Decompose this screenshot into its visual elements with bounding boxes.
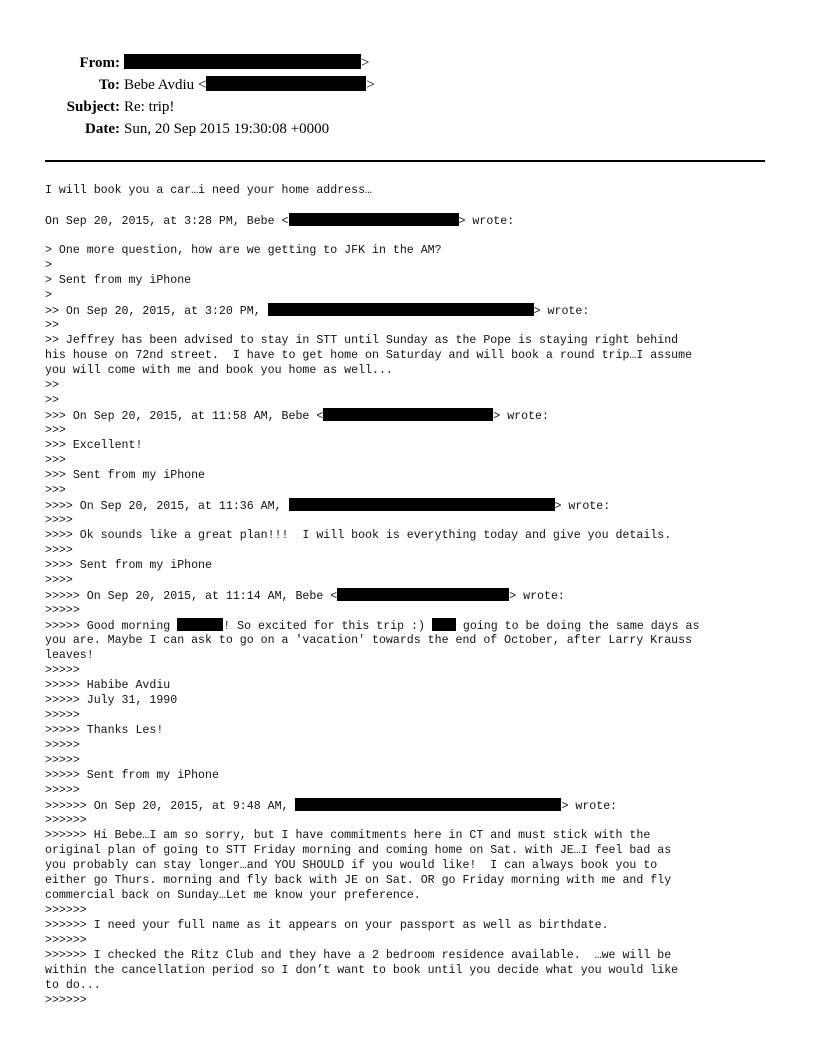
body-line [45,513,775,528]
body-text: his house on 72nd street. I have to get home on Saturday and will book a round trip…I assume [45,349,693,362]
body-line [45,693,775,708]
body-line [45,618,775,633]
body-text: >>>> [45,544,73,557]
body-line [45,273,775,288]
body-line [45,948,775,963]
body-line [45,573,775,588]
from-label: From: [79,55,120,71]
redaction-bar [177,618,223,631]
body-text: >>>>>> [45,904,87,917]
body-text: >>>> [45,514,73,527]
body-text: > [45,289,52,302]
body-text: >>>>>> Hi Bebe…I am so sorry, but I have commitments here in CT and must stick with the [45,829,651,842]
body-text: to do... [45,979,101,992]
body-line [45,633,775,648]
body-text: you are. Maybe I can ask to go on a 'vacation' towards the end of October, after Larry Krauss [45,634,693,647]
body-line [45,213,775,228]
body-line [45,318,775,333]
body-line [45,678,775,693]
body-line [45,828,775,843]
body-text: >>>>>> [45,934,87,947]
body-text: >> On Sep 20, 2015, at 3:20 PM, [45,305,268,318]
body-line [45,558,775,573]
body-text: >>> [45,484,66,497]
body-line [45,873,775,888]
body-text: >>>>> Habibe Avdiu [45,679,171,692]
body-text: >> [45,319,59,332]
from-value [124,52,369,74]
body-line [45,498,775,513]
body-text: > wrote: [509,590,565,603]
body-text: >> Jeffrey has been advised to stay in STT until Sunday as the Pope is staying right behind [45,334,679,347]
body-text: >>>>> [45,604,80,617]
body-line [45,588,775,603]
body-text: >>>>> [45,754,80,767]
body-text: >>> Excellent! [45,439,143,452]
body-line [45,423,775,438]
body-text: >>>> [45,574,73,587]
body-text: >>>>> July 31, 1990 [45,694,178,707]
body-line [45,393,775,408]
email-body [45,183,775,1008]
body-text: >>>>> [45,664,80,677]
body-text: >>>>> On Sep 20, 2015, at 11:14 AM, Bebe < [45,590,338,603]
body-line [45,198,775,213]
body-text: >>>> Sent from my iPhone [45,559,212,572]
body-text: I will book you a car…i need your home address… [45,184,372,197]
body-line [45,453,775,468]
body-line [45,813,775,828]
subject-row [0,96,816,118]
redaction-bar [432,618,456,631]
body-text: going to be doing the same days as [455,620,700,633]
body-line [45,888,775,903]
body-line [45,348,775,363]
to-value [124,74,375,96]
date-label: Date: [85,121,120,137]
body-line [45,288,775,303]
date-row [0,118,816,140]
body-text: original plan of going to STT Friday morning and coming home on Sat. with JE…I feel bad as [45,844,672,857]
body-line [45,933,775,948]
body-line [45,963,775,978]
redaction-bar [206,76,366,91]
body-text: ! So excited for this trip :) [223,620,432,633]
body-text: >>> [45,424,66,437]
body-text: either go Thurs. morning and fly back with JE on Sat. OR go Friday morning with me and fly [45,874,672,887]
body-line [45,483,775,498]
body-line [45,858,775,873]
from-suffix: > [361,55,370,71]
body-line [45,648,775,663]
body-text: >>>>> [45,739,80,752]
body-line [45,738,775,753]
to-row [0,74,816,96]
body-text: >>>>>> [45,994,87,1007]
body-text: leaves! [45,649,94,662]
body-line [45,708,775,723]
body-line [45,903,775,918]
body-line [45,768,775,783]
body-text: >>> On Sep 20, 2015, at 11:58 AM, Bebe < [45,410,324,423]
body-line [45,918,775,933]
body-text: > One more question, how are we getting to JFK in the AM? [45,244,442,257]
body-text: >>> Sent from my iPhone [45,469,206,482]
redaction-bar [323,408,493,421]
body-line [45,408,775,423]
header-divider [45,160,765,162]
body-text: > Sent from my iPhone [45,274,192,287]
body-text: you will come with me and book you home as well... [45,364,393,377]
body-text: >>>> Ok sounds like a great plan!!! I will book is everything today and give you details. [45,529,672,542]
body-line [45,303,775,318]
body-line [45,843,775,858]
date-value: Sun, 20 Sep 2015 19:30:08 +0000 [124,121,330,137]
to-label: To: [98,77,120,93]
body-text: >> [45,379,59,392]
body-line [45,663,775,678]
body-line [45,543,775,558]
body-line [45,378,775,393]
body-line [45,978,775,993]
redaction-bar [337,588,509,601]
body-text: commercial back on Sunday…Let me know your preference. [45,889,421,902]
body-line [45,798,775,813]
body-text: you probably can stay longer…and YOU SHOULD if you would like! I can always book you to [45,859,658,872]
subject-label: Subject: [66,99,120,115]
body-text: within the cancellation period so I don’t want to book until you decide what you would like [45,964,679,977]
body-text: > wrote: [554,500,611,513]
body-text: On Sep 20, 2015, at 3:28 PM, Bebe < [45,215,289,228]
email-header [0,52,816,140]
body-text: > wrote: [458,215,515,228]
subject-value: Re: trip! [124,99,175,115]
body-text: > wrote: [493,410,549,423]
body-line [45,783,775,798]
body-line [45,333,775,348]
body-text: >>>> On Sep 20, 2015, at 11:36 AM, [45,500,289,513]
body-line [45,183,775,198]
body-line [45,243,775,258]
body-line [45,528,775,543]
redaction-bar [268,303,534,316]
body-text: >> [45,394,59,407]
body-text: >>>>> Sent from my iPhone [45,769,219,782]
to-prefix: Bebe Avdiu < [124,77,207,93]
body-text: > [45,259,52,272]
body-line [45,753,775,768]
to-suffix: > [366,77,375,93]
body-text: >>>>> [45,709,80,722]
redaction-bar [295,798,561,811]
body-text: >>>>>> I checked the Ritz Club and they have a 2 bedroom residence available. …we will be [45,949,672,962]
body-text: >>>>> [45,784,80,797]
body-text: >>>>> Thanks Les! [45,724,164,737]
from-row [0,52,816,74]
body-line [45,438,775,453]
body-line [45,603,775,618]
body-line [45,993,775,1008]
body-line [45,468,775,483]
body-line [45,258,775,273]
body-text: >>>>>> I need your full name as it appears on your passport as well as birthdate. [45,919,609,932]
body-text: >>>>>> [45,814,87,827]
body-text: >>>>>> On Sep 20, 2015, at 9:48 AM, [45,800,296,813]
redaction-bar [124,54,361,69]
body-text: >>>>> Good morning [45,620,178,633]
body-line [45,228,775,243]
body-line [45,723,775,738]
body-line [45,363,775,378]
redaction-bar [289,498,555,511]
body-text: > wrote: [533,305,590,318]
body-text: > wrote: [561,800,618,813]
redaction-bar [289,213,459,226]
body-text: >>> [45,454,66,467]
